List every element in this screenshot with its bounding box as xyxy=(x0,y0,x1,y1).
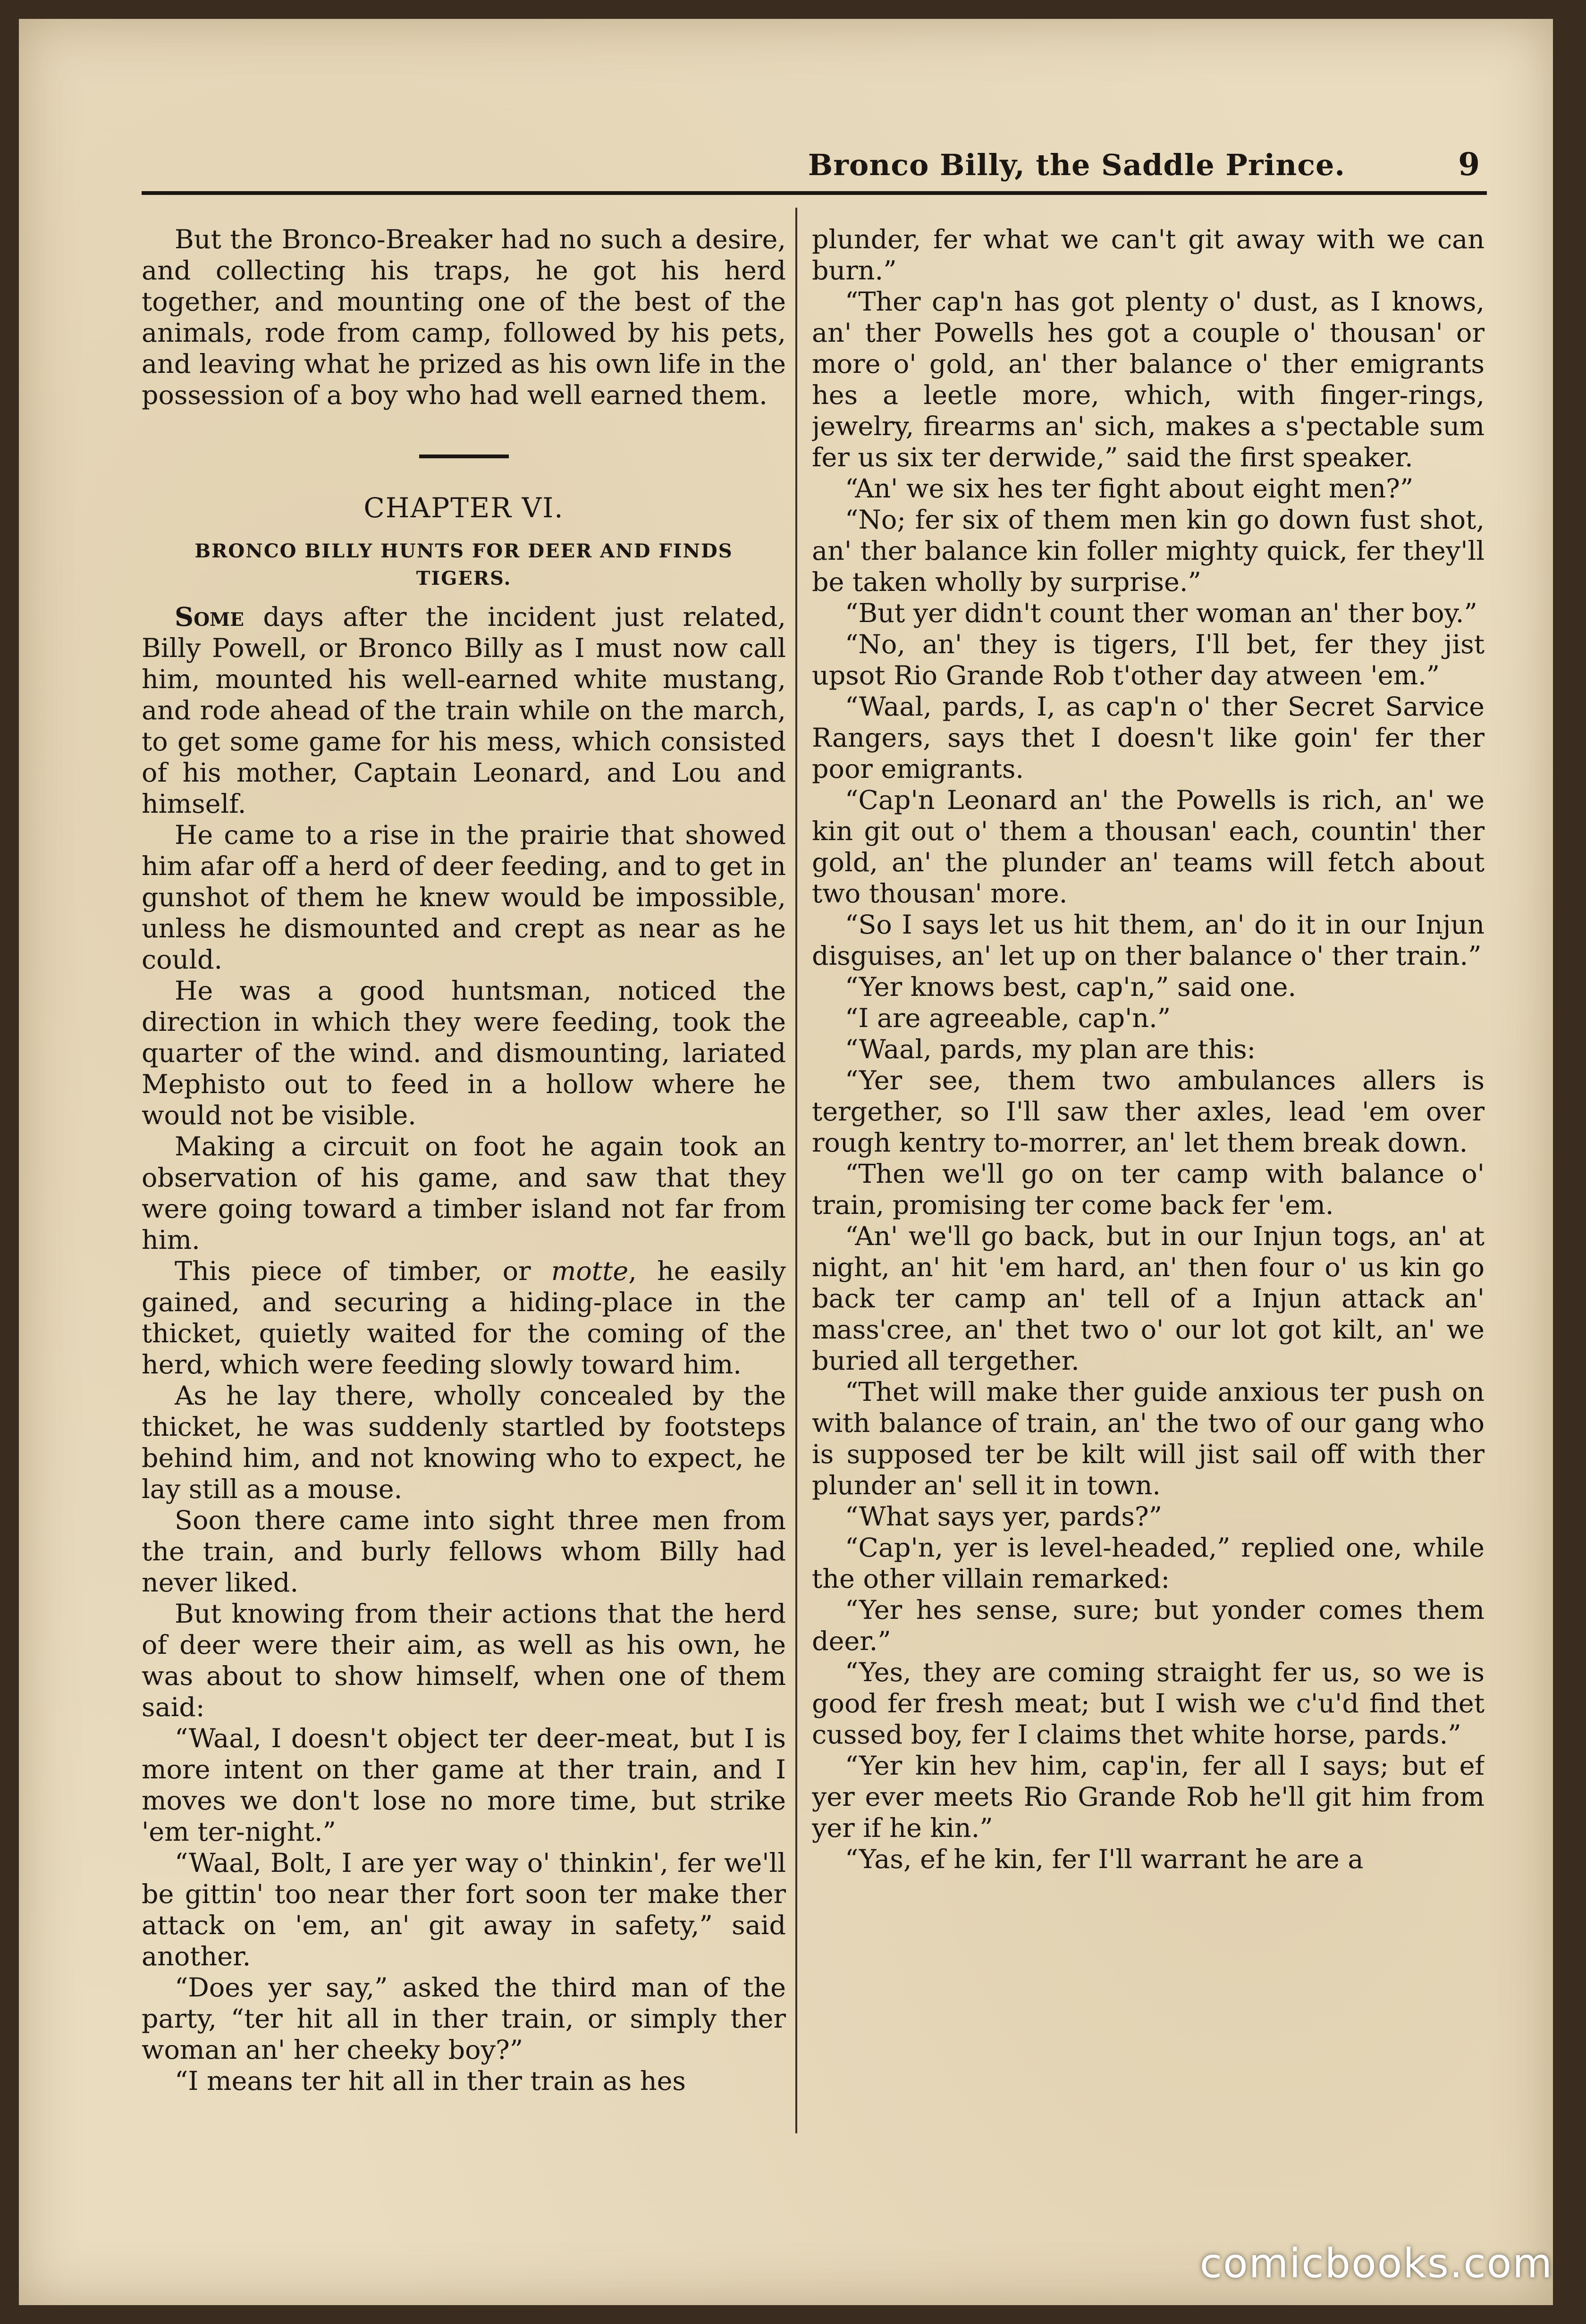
motte-after: , he easily gained, and securing a hiding-place in the thicket, quietly waited for the coming of the herd, which were feeding slowly toward him. xyxy=(142,1256,786,1380)
paragraph: Making a circuit on foot he again took an observation of his game, and saw that they were going toward a timber island not far from him. xyxy=(142,1131,786,1255)
paragraph: But knowing from their actions that the herd of deer were their aim, as well as his own, he was about to show himself, when one of them said: xyxy=(142,1599,786,1723)
paragraph: “Yer hes sense, sure; but yonder comes them deer.” xyxy=(812,1595,1485,1657)
paragraph: “Cap'n Leonard an' the Powells is rich, an' we kin git out o' them a thousan' each, countin' ther gold, an' the plunder an' teams will fetch about two thousan' more. xyxy=(812,785,1485,909)
paragraph: He came to a rise in the prairie that showed him afar off a herd of deer feeding, and to get in gunshot of them he knew would be impossible, unless he dismounted and crept as near as he could. xyxy=(142,820,786,975)
column-divider xyxy=(795,208,797,2133)
paragraph: “Waal, pards, my plan are this: xyxy=(845,1034,1256,1065)
paragraph-motte xyxy=(142,1256,786,1381)
first-paragraph-text: days after the incident just related, Billy Powell, or Bronco Billy as I must now call him, mounted his well-earned white mustang, and rode ahead of the train while on the march, to get some game for his mess, which consisted of his mother, Captain Leonard, and Lou and himself. xyxy=(142,602,786,819)
paragraph: “No; fer six of them men kin go down fust shot, an' ther balance kin foller mighty quick, fer they'll be taken wholly by surprise.” xyxy=(812,505,1485,598)
paragraph: “An' we six hes ter fight about eight men?” xyxy=(845,473,1414,504)
opening-paragraph: But the Bronco-Breaker had no such a desire, and collecting his traps, he got his herd together, and mounting one of the best of the animals, rode from camp, followed by his pets, and leaving what he prized as his own life in the possession of a boy who had well earned them. xyxy=(142,224,786,411)
lead-word: Some xyxy=(175,602,244,632)
continuation-paragraph: plunder, fer what we can't git away with we can burn.” xyxy=(812,224,1485,286)
site-watermark: comicbooks.com xyxy=(1199,2240,1553,2287)
paragraph: “An' we'll go back, but in our Injun togs, an' at night, an' hit 'em hard, an' then four o' us kin go back ter camp an' tell of a Injun attack an' mass'cree, an' thet two o' our lot got kilt, an' we buried all tergether. xyxy=(812,1221,1485,1376)
motte-before: This piece of timber, or xyxy=(175,1256,551,1287)
running-header xyxy=(142,139,1487,195)
page-number: 9 xyxy=(1458,146,1480,183)
paragraph: “Yer knows best, cap'n,” said one. xyxy=(845,972,1297,1002)
paragraph: “Yer see, them two ambulances allers is tergether, so I'll saw ther axles, lead 'em over rough kentry to-morrer, an' let them break down. xyxy=(812,1065,1485,1158)
paragraph: “Yes, they are coming straight fer us, so we is good fer fresh meat; but I wish we c'u'd find thet cussed boy, fer I claims thet white horse, pards.” xyxy=(812,1657,1485,1750)
chapter-subtitle: BRONCO BILLY HUNTS FOR DEER AND FINDS TIGERS. xyxy=(194,540,733,589)
paragraph: “Yas, ef he kin, fer I'll warrant he are a xyxy=(845,1844,1364,1875)
book-page xyxy=(19,19,1553,2305)
paragraph: “No, an' they is tigers, I'll bet, fer they jist upsot Rio Grande Rob t'other day atween 'em.” xyxy=(812,629,1485,691)
paragraph: “Waal, I doesn't object ter deer-meat, but I is more intent on ther game at ther train, and I moves we don't lose no more time, but strike 'em ter-night.” xyxy=(142,1723,786,1847)
left-column xyxy=(142,224,786,2140)
paragraph: He was a good huntsman, noticed the direction in which they were feeding, took the quarter of the wind. and dismounting, lariated Mephisto out to feed in a hollow where he would not be visible. xyxy=(142,976,786,1131)
paragraph: “Thet will make ther guide anxious ter push on with balance of train, an' the two of our gang who is supposed ter be kilt will jist sail off with ther plunder an' sell it in town. xyxy=(812,1377,1485,1501)
paragraph: “Does yer say,” asked the third man of the party, “ter hit all in ther train, or simply ther woman an' her cheeky boy?” xyxy=(142,1972,786,2065)
paragraph: “I are agreeable, cap'n.” xyxy=(845,1003,1171,1034)
section-rule xyxy=(419,455,509,458)
paragraph: “Yer kin hev him, cap'in, fer all I says; but ef yer ever meets Rio Grande Rob he'll git him from yer if he kin.” xyxy=(812,1751,1485,1844)
paragraph: “But yer didn't count ther woman an' ther boy.” xyxy=(845,598,1477,629)
chapter-title: CHAPTER VI. xyxy=(363,492,564,524)
paragraph: “Waal, pards, I, as cap'n o' ther Secret Sarvice Rangers, says thet I doesn't like goin' fer ther poor emigrants. xyxy=(812,691,1485,784)
running-title: Bronco Billy, the Saddle Prince. xyxy=(808,148,1345,182)
paragraph: “Then we'll go on ter camp with balance o' train, promising ter come back fer 'em. xyxy=(812,1159,1485,1221)
paragraph: Soon there came into sight three men from the train, and burly fellows whom Billy had never liked. xyxy=(142,1505,786,1598)
right-column xyxy=(812,224,1485,2140)
paragraph: As he lay there, wholly concealed by the thicket, he was suddenly startled by footsteps behind him, and not knowing who to expect, he lay still as a mouse. xyxy=(142,1381,786,1505)
motte-word: motte xyxy=(551,1256,629,1287)
paragraph: “So I says let us hit them, an' do it in our Injun disguises, an' let up on ther balance o' ther train.” xyxy=(812,909,1485,971)
paragraph: “Waal, Bolt, I are yer way o' thinkin', fer we'll be gittin' too near ther fort soon ter make ther attack on 'em, an' git away in safety,” said another. xyxy=(142,1848,786,1972)
chapter-first-paragraph xyxy=(142,602,786,820)
paragraph: “Cap'n, yer is level-headed,” replied one, while the other villain remarked: xyxy=(812,1532,1485,1594)
paragraph: “Ther cap'n has got plenty o' dust, as I knows, an' ther Powells hes got a couple o' thousan' or more o' gold, an' ther balance o' ther emigrants hes a leetle more, which, with finger-rings, jewelry, firearms an' sich, makes a s'pectable sum fer us six ter derwide,” said the first speaker. xyxy=(812,286,1485,473)
paragraph: “What says yer, pards?” xyxy=(845,1501,1162,1532)
paragraph: “I means ter hit all in ther train as hes xyxy=(175,2066,686,2097)
